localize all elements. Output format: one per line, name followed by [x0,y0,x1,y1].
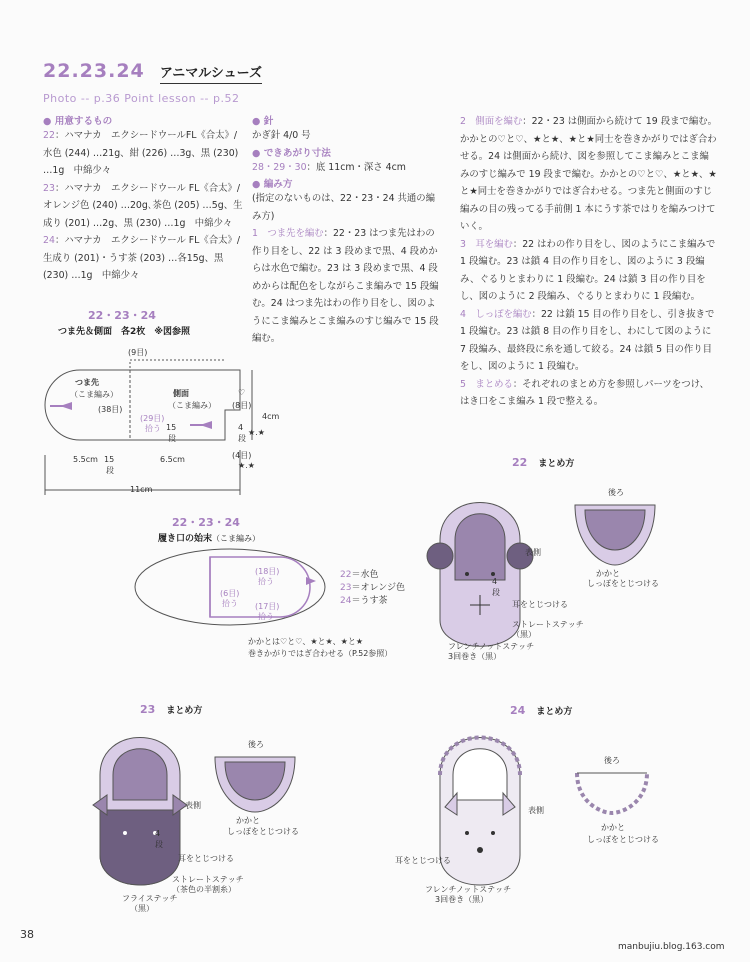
stars-mark: ★.★ [248,428,265,437]
side-label: 側面 [173,389,189,398]
needle-heading: ● 針 [252,116,274,127]
materials-item: 24：ハマナカ エクシードウール FL《合太》/ 生成り (201)・うす茶 (203) …各15g、黒 (230) …1g 中綿少々 [43,235,241,281]
heel-note-2: 巻きかがりではぎ合わせる（P.52参照） [248,649,393,658]
assembly23-heading: 23 まとめ方 [140,703,203,716]
method-step-1: 1 つま先を編む：22・23 はつま先はわの作り目をし、22 は 3 段めまで黒、4 段めからは水色で編む。23 は 3 段めまで黒、4 段めからは配色をしながらこま編みで 15 段編む。24 はつま先はわの作り目をし、図のようにこま編みとこま編みのすじ編みで 15 段編む。 [252,228,439,344]
toe-sub: （こま編み） [70,390,118,399]
label-ears-23: 耳をとじつける [178,854,234,863]
label-french-sub-22: 3回巻き（黒） [448,652,502,661]
label-18: (18目) [255,567,280,576]
color-legend [340,569,405,608]
materials-heading: ● 用意するもの [43,116,113,127]
page-title: アニマルシューズ [160,66,262,84]
label-dan-sub-22: 段 [492,588,500,597]
label-tail-23: しっぽをとじつける [227,827,299,836]
label-omote-24: 表側 [528,806,544,815]
diagram1-title: 22・23・24 [88,309,156,322]
label-17: (17目) [255,602,280,611]
method-heading: ● 編み方 [252,179,293,190]
diagram1-subtitle: つま先＆側面 各2枚 ※図参照 [58,327,191,337]
label-heel-24: かかと [601,823,625,832]
size-heading: ● できあがり寸法 [252,147,331,159]
toe-label: つま先 [75,378,99,387]
materials-section [43,113,243,285]
label-8: (8目) [232,401,252,410]
label-29: (29目) [140,414,165,423]
size-text: 28・29・30：底 11cm・深さ 4cm [252,161,406,173]
pattern-numbers: 22.23.24 [43,60,145,82]
assembly24-heading: 24 まとめ方 [510,704,573,717]
instructions-col-1 [252,113,442,348]
legend-item: 23＝オレンジ色 [340,583,406,593]
label-18-sub: 拾う [258,577,274,586]
label-fly-sub-23: （黒） [130,904,154,913]
label-straight-22: ストレートステッチ [512,620,584,629]
label-omote-22: 表側 [525,548,541,557]
label-6-sub: 拾う [222,599,238,608]
label-french-24: フレンチノットステッチ [425,885,512,894]
slipper-22-back [570,500,660,570]
side-sub: （こま編み） [168,401,216,410]
label-11cm: 11cm [130,485,153,494]
heel-note-1: かかとは♡と♡、★と★、★と★ [248,637,364,646]
diagram2-title: 22・23・24 [172,516,240,529]
label-9: (9目) [128,348,148,357]
label-dan-sub-23: 段 [155,840,163,849]
page-number: 38 [20,928,34,941]
stars-mark-2: ★.★ [238,461,255,470]
method-step-2: 2 側面を編む：22・23 は側面から続けて 19 段まで編む。かかとの♡と♡、★と★、★と★同士を巻きかがりではぎ合わせる。24 は側面から続け、図を参照してこま編みとこま編みのすじ編みで 19 段まで編む。かかとの♡と♡、★と★、★と★同士を巻きかがりではぎ合わせる。つま先と側面のすじ編みの目の残ってる手前側 1 本にうす茶ではりを編みつけていく。 [460,116,717,232]
label-4a-sub: 段 [238,434,246,443]
label-dan-22: 4 [492,577,498,586]
label-back-22: 後ろ [608,488,624,497]
slipper-23-back [210,752,300,817]
label-4cm: 4cm [262,412,280,421]
label-29-sub: 拾う [145,424,161,433]
needle-text: かぎ針 4/0 号 [252,130,311,141]
assembly22-heading: 22 まとめ方 [512,456,575,469]
label-w15: 15 [104,455,115,464]
page-header [43,60,262,82]
legend-item: 22＝水色 [340,570,379,580]
label-back-24: 後ろ [604,756,620,765]
label-4a: 4 [238,423,244,432]
label-6: (6目) [220,589,240,598]
label-fly-23: フライステッチ [122,894,178,903]
label-heel-23: かかと [236,816,260,825]
label-straight-sub-22: （黒） [512,630,536,639]
label-ears-24: 耳をとじつける [395,856,451,865]
label-5-5cm: 5.5cm [73,455,98,464]
label-6-5cm: 6.5cm [160,455,185,464]
slipper-24-back [572,768,652,818]
slipper-22-front [425,470,535,670]
label-straight-23: ストレートステッチ [172,875,244,884]
label-back-23: 後ろ [248,740,264,749]
method-step-4: 4 しっぽを編む：22 は鎖 15 目の作り目をし、引き抜きで 1 段編む。23 は鎖 8 目の作り目をし、わにして図のように 7 段編み、最終段に糸を通して絞る。24 は鎖 5 目の作り目をし、図のように 1 段編む。 [460,308,715,372]
credit-text: manbujiu.blog.163.com [618,942,725,952]
label-38: (38目) [98,405,123,414]
legend-item: 24＝うす茶 [340,596,388,606]
slipper-24-front [425,715,535,905]
label-w15-sub: 段 [106,466,114,475]
diagram2-subtitle: 履き口の始末（こま編み） [158,534,261,544]
instructions-col-2 [460,113,718,411]
label-tail-24: しっぽをとじつける [587,835,659,844]
label-tail-22: しっぽをとじつける [587,579,659,588]
materials-item: 23：ハマナカ エクシードウール FL《合太》/ オレンジ色 (240) …20g､茶色 (205) …5g、生成り (201) …2g、黒 (230) …1g 中綿少々 [43,182,243,229]
label-15-sub: 段 [168,434,176,443]
label-17-sub: 拾う [258,612,274,621]
label-heel-22: かかと [596,569,620,578]
materials-item: 22：ハマナカ エクシードウールFL《合太》/ 水色 (244) …21g、紺 (226) …3g、黒 (230) …1g 中綿少々 [43,130,239,176]
label-omote-23: 表側 [185,801,201,810]
label-ears-22: 耳をとじつける [512,600,568,609]
method-step-5: 5 まとめる：それぞれのまとめ方を参照しパーツをつけ、はき口をこま編み 1 段で整える。 [460,378,709,407]
label-15: 15 [166,423,177,432]
method-note: (指定のないものは、22・23・24 共通の編み方) [252,193,436,222]
label-dan-23: 4 [155,829,161,838]
heart-mark: ♡ [238,388,246,397]
method-step-3: 3 耳を編む：22 はわの作り目をし、図のようにこま編みで 1 段編む。23 は鎖 4 目の作り目をし、図のように 3 段編み、ぐるりとまわりに 1 段編む。24 は鎖 3 目の作り目をし、図のように 2 段編み、ぐるりとまわりに 1 段編む。 [460,238,716,302]
photo-reference: Photo -- p.36 Point lesson -- p.52 [43,92,240,105]
label-straight-sub-23: （茶色の半割糸） [172,885,236,894]
label-4b: (4目) [232,451,252,460]
label-french-22: フレンチノットステッチ [448,642,535,651]
label-french-sub-24: 3回巻き（黒） [435,895,489,904]
